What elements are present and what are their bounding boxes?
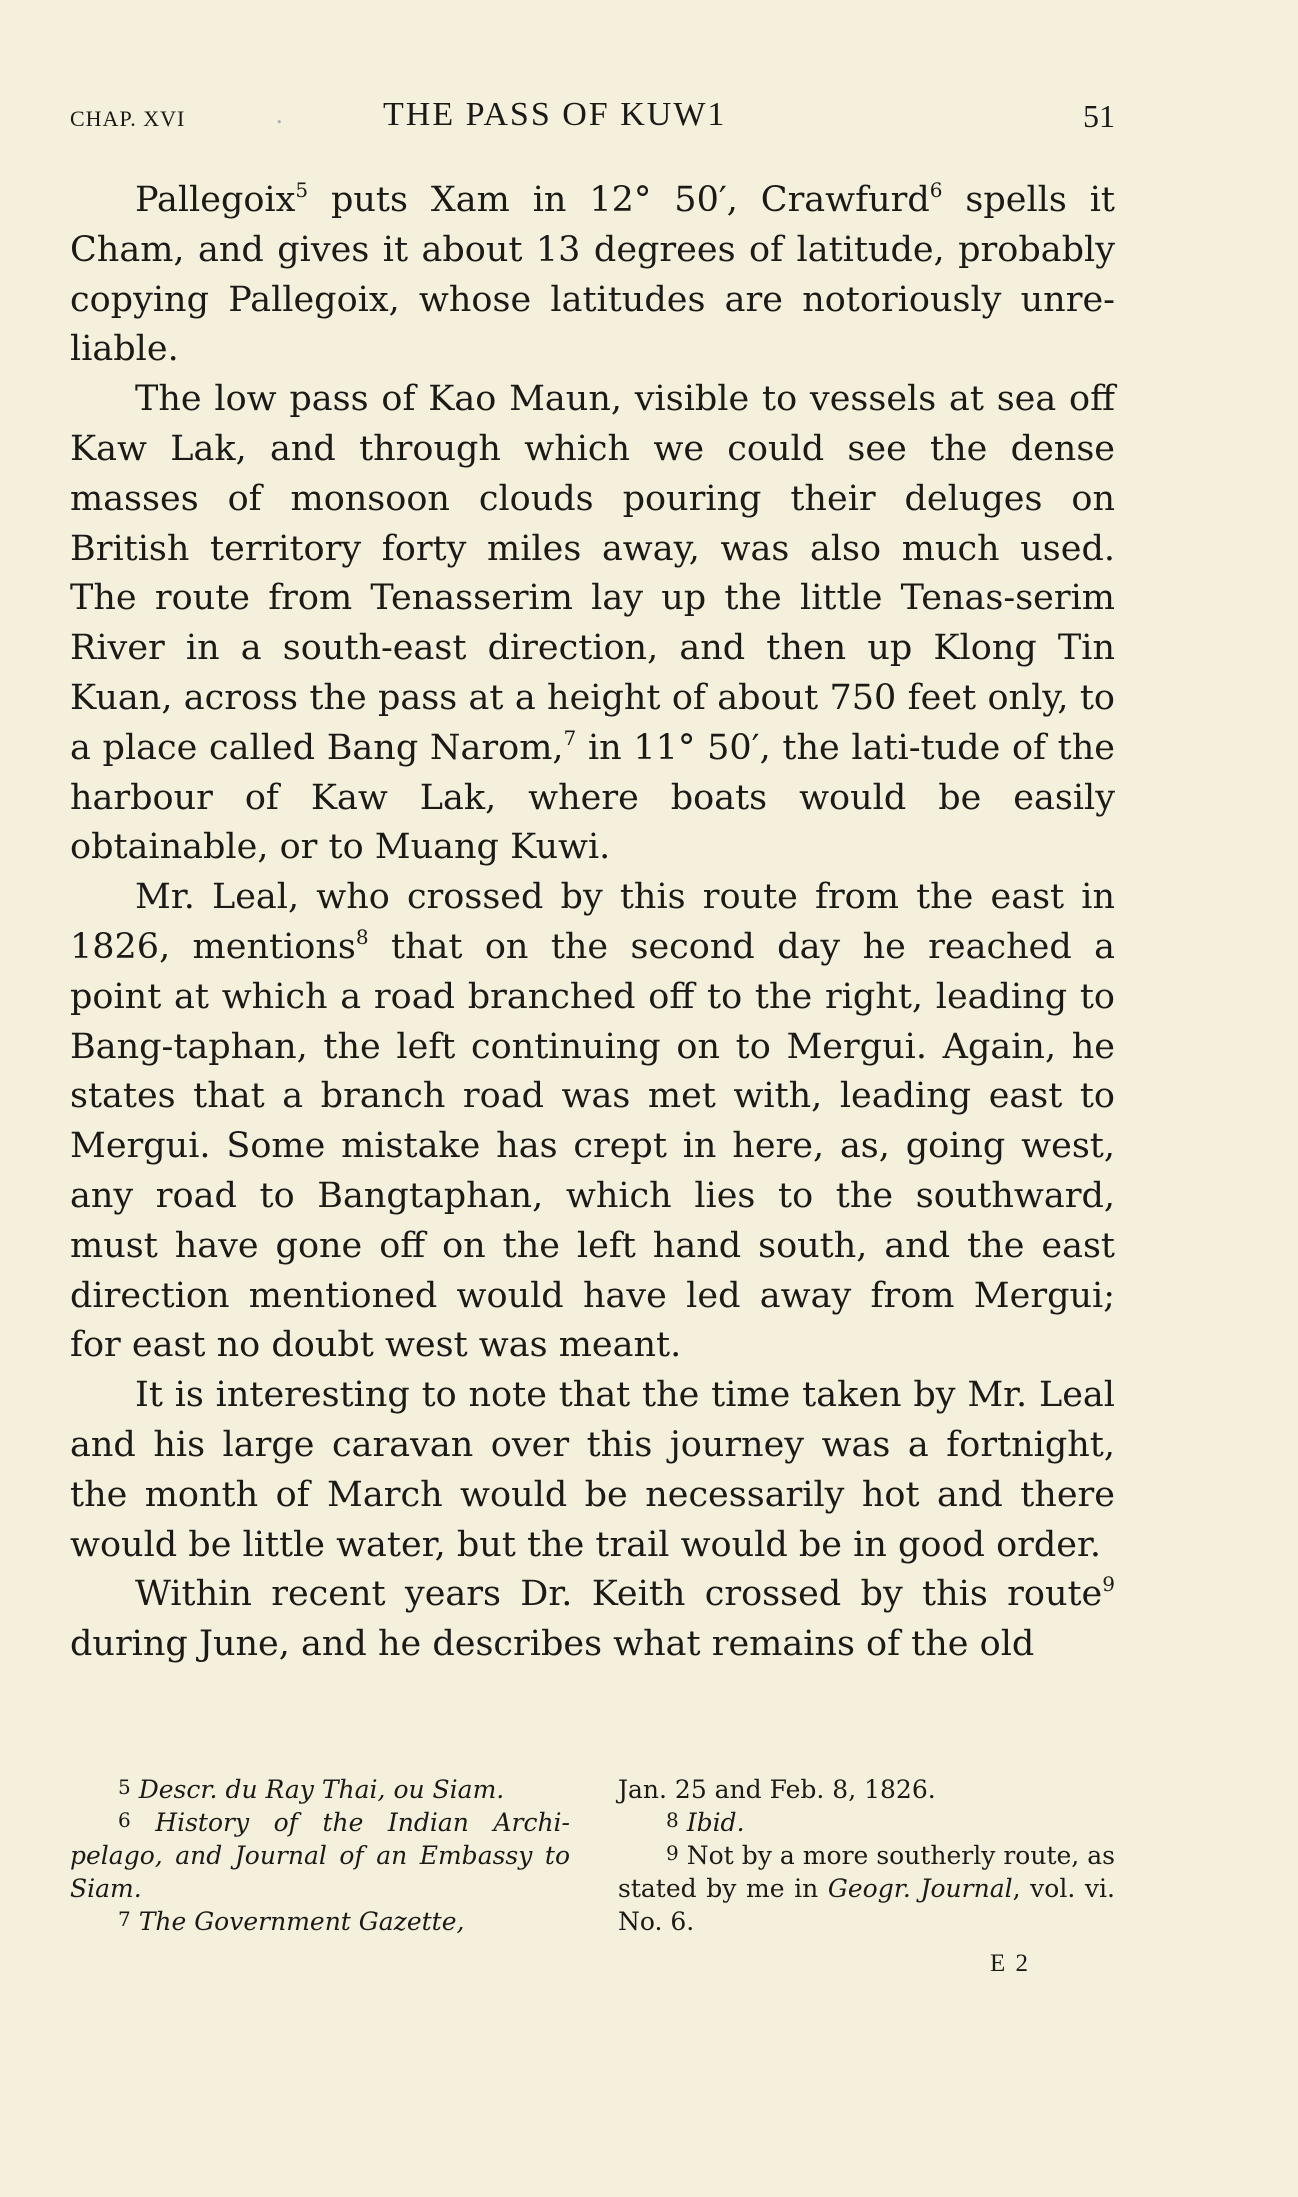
footnote-text: History of the Indian Archi-pelago, and Journal of an Embassy to Siam. xyxy=(70,1808,570,1903)
footnote-9 xyxy=(618,1839,1115,1938)
text-run: Mr. Leal, who crossed by this route from the east in 1826, mentions xyxy=(70,877,1115,967)
text-run: puts Xam in 12° 50′, Crawfurd xyxy=(308,180,930,220)
footnote-text: Descr. du Ray Thai, ou Siam. xyxy=(138,1775,505,1804)
footnote-number: 9 xyxy=(666,1841,679,1865)
text-run: Within recent years Dr. Keith crossed by this route xyxy=(135,1574,1103,1615)
text-run: Pallegoix xyxy=(135,180,296,220)
footnote-ref: 6 xyxy=(929,178,943,202)
chapter-label: CHAP. XVI xyxy=(70,106,186,131)
footnote-5 xyxy=(70,1773,570,1806)
footnote-7-continued: Jan. 25 and Feb. 8, 1826. xyxy=(618,1775,936,1804)
footnote-8 xyxy=(618,1806,1115,1839)
footnote-journal-title: Geogr. Journal xyxy=(827,1874,1013,1903)
paragraph xyxy=(70,873,1115,1371)
footnote-text: Ibid. xyxy=(686,1808,745,1837)
text-run: during June, and he describes what remains of the old xyxy=(70,1624,1035,1665)
footnote-number: 7 xyxy=(118,1907,131,1931)
paragraph xyxy=(70,1570,1115,1670)
footnote-text: , vol. vi. No. 6. xyxy=(618,1874,1115,1936)
footnote-ref: 5 xyxy=(295,178,309,202)
footnote-number: 6 xyxy=(118,1808,131,1832)
text-run: that on the second day he reached a point at which a road branched off to the right, leading to Bang-taphan, the left continuing on to Mergui. Again, he states that a branch road was met with, leading east to Mergui. Some mistake has crept in here, as, going west, any road to Bangtaphan, which lies to the southward, must have gone off on the left hand south, and the east direction mentioned would have led away from Mergui; for east no doubt west was meant. xyxy=(70,926,1115,1366)
text-run: in 11° 50′, the lati-tude of the harbour of Kaw Lak, where boats would be easily obtainable, or to Muang Kuwi. xyxy=(70,727,1116,868)
footnote-ref: 7 xyxy=(563,725,577,750)
header-separator: . xyxy=(276,100,283,129)
footnote-number: 8 xyxy=(666,1808,679,1832)
footnotes-right-column xyxy=(618,1773,1115,1938)
footnote-6 xyxy=(70,1806,570,1905)
footnote-text: The Government Gazette, xyxy=(138,1907,465,1936)
footnote-7 xyxy=(70,1905,570,1938)
running-header xyxy=(70,96,1115,146)
footnote-ref: 9 xyxy=(1102,1572,1115,1597)
signature-mark: E 2 xyxy=(990,1950,1031,1977)
paragraph xyxy=(70,375,1115,873)
paragraph: It is interesting to note that the time taken by Mr. Leal and his large caravan over this journey was a fortnight, the month of March would be necessarily hot and there would be little water, but the trail would be in good order. xyxy=(70,1375,1115,1565)
text-run: spells it Cham, and gives it about 13 degrees of latitude, probably copying Pallegoix, whose latitudes are notoriously unre-liable. xyxy=(70,180,1115,370)
page-title: THE PASS OF KUW1 xyxy=(383,96,727,133)
footnotes-left-column xyxy=(70,1773,570,1938)
paragraph xyxy=(70,176,1115,375)
footnote-ref: 8 xyxy=(355,924,369,949)
page-number: 51 xyxy=(1083,98,1115,134)
footnote-text: Not by a more southerly route, as stated by me in xyxy=(618,1841,1115,1903)
body-text xyxy=(70,176,1115,1670)
text-run: The low pass of Kao Maun, visible to vessels at sea off Kaw Lak, and through which we could see the dense masses of monsoon clouds pouring their deluges on British territory forty miles away, was also much used. The route from Tenasserim lay up the little Tenas-serim River in a south-east direction, and then up Klong Tin Kuan, across the pass at a height of about 750 feet only, to a place called Bang Narom, xyxy=(70,379,1115,768)
footnote-number: 5 xyxy=(118,1775,131,1799)
